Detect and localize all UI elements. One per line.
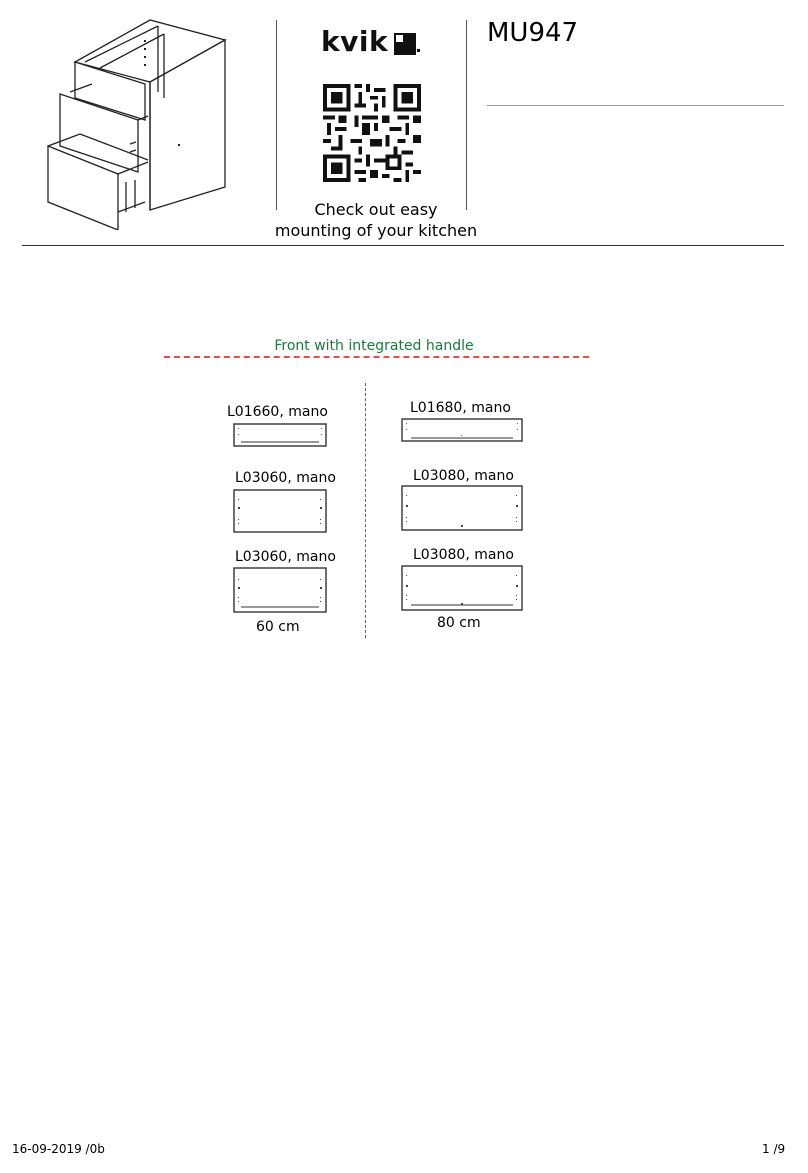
front-label: L03060, mano xyxy=(235,470,336,486)
front-panel xyxy=(401,565,523,611)
logo-dot-icon xyxy=(417,49,420,52)
section-rule xyxy=(164,356,589,358)
header-divider-left xyxy=(276,20,277,210)
front-label: L03080, mano xyxy=(413,468,514,484)
qr-code-icon[interactable] xyxy=(322,84,422,182)
header-rule xyxy=(22,245,784,246)
logo-mark-icon xyxy=(394,33,416,55)
qr-caption-line1: Check out easy xyxy=(314,200,438,219)
front-label: L01660, mano xyxy=(227,404,328,420)
front-panel xyxy=(401,485,523,531)
model-underline xyxy=(487,105,784,106)
front-panel xyxy=(233,567,327,613)
brand-name: kvik xyxy=(321,25,389,58)
column-width-label: 60 cm xyxy=(256,619,300,635)
front-label: L03080, mano xyxy=(413,547,514,563)
front-panel xyxy=(401,418,523,442)
section-title: Front with integrated handle xyxy=(274,338,474,354)
front-label: L01680, mano xyxy=(410,400,511,416)
qr-caption-line2: mounting of your kitchen xyxy=(274,221,478,240)
model-code: MU947 xyxy=(487,18,579,48)
header-divider-right xyxy=(466,20,467,210)
front-panel xyxy=(233,489,327,533)
front-panel xyxy=(233,423,327,447)
page-number: 1 /9 xyxy=(762,1142,786,1156)
column-divider xyxy=(365,383,366,638)
front-label: L03060, mano xyxy=(235,549,336,565)
footer-date: 16-09-2019 /0b xyxy=(12,1142,105,1156)
column-width-label: 80 cm xyxy=(437,615,481,631)
cabinet-drawing xyxy=(40,12,240,230)
